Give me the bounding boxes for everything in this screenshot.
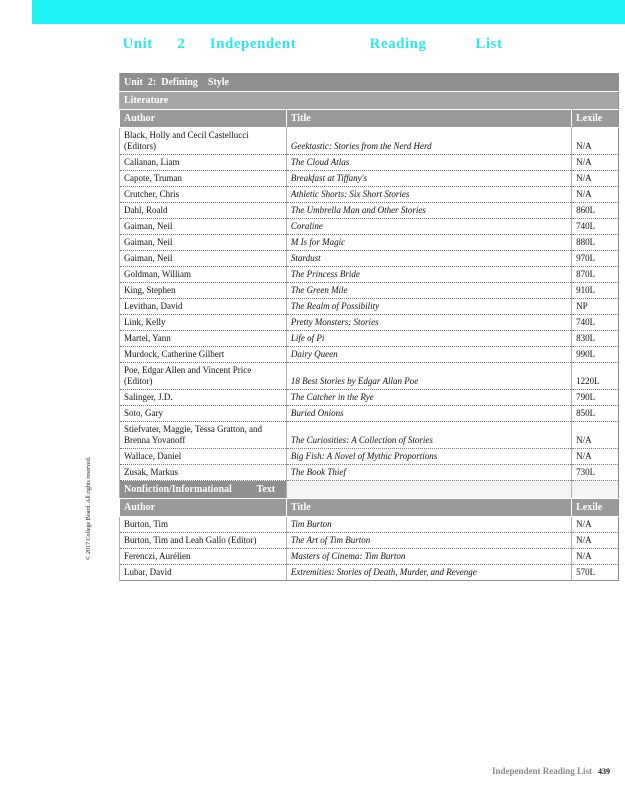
unit-heading-row	[120, 74, 619, 92]
author-cell: Poe, Edgar Allen and Vincent Price (Editor)	[120, 363, 287, 390]
author-cell: Burton, Tim and Leah Gallo (Editor)	[120, 533, 287, 549]
table-row	[120, 363, 619, 390]
author-cell: Levithan, David	[120, 299, 287, 315]
table-row	[120, 517, 619, 533]
lexile-cell: 740L	[572, 315, 619, 331]
column-header-title: Title	[286, 110, 571, 128]
column-header-row	[120, 499, 619, 517]
author-cell: Ferenczi, Aurélien	[120, 549, 287, 565]
title-cell: The Umbrella Man and Other Stories	[286, 203, 571, 219]
column-header-author: Author	[120, 499, 287, 517]
title-cell: Masters of Cinema: Tim Burton	[286, 549, 571, 565]
title-cell: The Realm of Possibility	[286, 299, 571, 315]
copyright-notice: © 2017 College Board. All rights reserved.	[86, 456, 92, 560]
title-cell: Breakfast at Tiffany's	[286, 171, 571, 187]
table-row	[120, 449, 619, 465]
section-heading-row	[120, 481, 619, 499]
title-cell: 18 Best Stories by Edgar Allan Poe	[286, 363, 571, 390]
table-row	[120, 390, 619, 406]
table-row	[120, 128, 619, 155]
section-heading-row	[120, 92, 619, 110]
author-cell: Gaiman, Neil	[120, 219, 287, 235]
table-row	[120, 251, 619, 267]
title-cell: The Book Thief	[286, 465, 571, 481]
author-cell: Soto, Gary	[120, 406, 287, 422]
lexile-cell: 570L	[572, 565, 619, 581]
author-cell: Callanan, Liam	[120, 155, 287, 171]
author-cell: Black, Holly and Cecil Castellucci (Editors)	[120, 128, 287, 155]
lexile-cell: 910L	[572, 283, 619, 299]
lexile-cell: N/A	[572, 171, 619, 187]
title-cell: The Green Mile	[286, 283, 571, 299]
author-cell: Wallace, Daniel	[120, 449, 287, 465]
title-cell: The Princess Bride	[286, 267, 571, 283]
lexile-cell: 740L	[572, 219, 619, 235]
table-row	[120, 155, 619, 171]
title-cell: Coraline	[286, 219, 571, 235]
lexile-cell: N/A	[572, 517, 619, 533]
lexile-cell: 850L	[572, 406, 619, 422]
section-heading-literature: Literature	[120, 92, 619, 110]
table-row	[120, 299, 619, 315]
author-cell: Goldman, William	[120, 267, 287, 283]
title-cell: Pretty Monsters: Stories	[286, 315, 571, 331]
lexile-cell: 990L	[572, 347, 619, 363]
table-row	[120, 187, 619, 203]
title-cell: Stardust	[286, 251, 571, 267]
table-row	[120, 533, 619, 549]
lexile-cell: 860L	[572, 203, 619, 219]
title-cell: The Art of Tim Burton	[286, 533, 571, 549]
section-heading-spacer	[286, 481, 571, 499]
author-cell: Zusak, Markus	[120, 465, 287, 481]
table-row	[120, 347, 619, 363]
table-row	[120, 331, 619, 347]
column-header-title: Title	[286, 499, 571, 517]
lexile-cell: 880L	[572, 235, 619, 251]
table-row	[120, 465, 619, 481]
author-cell: Gaiman, Neil	[120, 235, 287, 251]
table-row	[120, 422, 619, 449]
lexile-cell: N/A	[572, 187, 619, 203]
title-cell: Buried Onions	[286, 406, 571, 422]
column-header-lexile: Lexile	[572, 499, 619, 517]
title-cell: Tim Burton	[286, 517, 571, 533]
lexile-cell: 790L	[572, 390, 619, 406]
title-cell: The Curiosities: A Collection of Stories	[286, 422, 571, 449]
title-cell: Big Fish: A Novel of Mythic Proportions	[286, 449, 571, 465]
lexile-cell: N/A	[572, 155, 619, 171]
lexile-cell: N/A	[572, 422, 619, 449]
table-row	[120, 565, 619, 581]
title-cell: Geektastic: Stories from the Nerd Herd	[286, 128, 571, 155]
lexile-cell: N/A	[572, 533, 619, 549]
lexile-cell: N/A	[572, 128, 619, 155]
title-cell: Athletic Shorts: Six Short Stories	[286, 187, 571, 203]
table-row	[120, 315, 619, 331]
author-cell: Stiefvater, Maggie, Tessa Gratton, and Brenna Yovanoff	[120, 422, 287, 449]
lexile-cell: 730L	[572, 465, 619, 481]
unit-heading: Unit 2: Defining Style	[120, 74, 619, 92]
lexile-cell: N/A	[572, 549, 619, 565]
title-cell: Life of Pi	[286, 331, 571, 347]
table-row	[120, 203, 619, 219]
author-cell: Dahl, Roald	[120, 203, 287, 219]
page-number: 439	[598, 767, 611, 776]
table-row	[120, 267, 619, 283]
author-cell: Salinger, J.D.	[120, 390, 287, 406]
lexile-cell: 1220L	[572, 363, 619, 390]
lexile-cell: 830L	[572, 331, 619, 347]
lexile-cell: 870L	[572, 267, 619, 283]
title-cell: Dairy Queen	[286, 347, 571, 363]
author-cell: Burton, Tim	[120, 517, 287, 533]
top-accent-bar	[32, 0, 625, 24]
section-heading-nonfiction: Nonfiction/Informational Text	[120, 481, 287, 499]
author-cell: Crutcher, Chris	[120, 187, 287, 203]
title-cell: The Cloud Atlas	[286, 155, 571, 171]
table-row	[120, 283, 619, 299]
section-heading-spacer	[572, 481, 619, 499]
page-footer	[492, 766, 610, 776]
table-row	[120, 406, 619, 422]
title-cell: Extremities: Stories of Death, Murder, and Revenge	[286, 565, 571, 581]
title-cell: The Catcher in the Rye	[286, 390, 571, 406]
author-cell: Lubar, David	[120, 565, 287, 581]
author-cell: Link, Kelly	[120, 315, 287, 331]
footer-label: Independent Reading List	[492, 766, 593, 776]
lexile-cell: NP	[572, 299, 619, 315]
author-cell: Gaiman, Neil	[120, 251, 287, 267]
page-title: Unit 2 Independent Reading List	[122, 36, 503, 52]
title-cell: M Is for Magic	[286, 235, 571, 251]
table-row	[120, 219, 619, 235]
table-row	[120, 171, 619, 187]
lexile-cell: 970L	[572, 251, 619, 267]
table-row	[120, 549, 619, 565]
column-header-row	[120, 110, 619, 128]
column-header-author: Author	[120, 110, 287, 128]
author-cell: King, Stephen	[120, 283, 287, 299]
reading-list-table	[119, 73, 619, 581]
author-cell: Murdock, Catherine Gilbert	[120, 347, 287, 363]
table-row	[120, 235, 619, 251]
author-cell: Martel, Yann	[120, 331, 287, 347]
lexile-cell: N/A	[572, 449, 619, 465]
column-header-lexile: Lexile	[572, 110, 619, 128]
author-cell: Capote, Truman	[120, 171, 287, 187]
